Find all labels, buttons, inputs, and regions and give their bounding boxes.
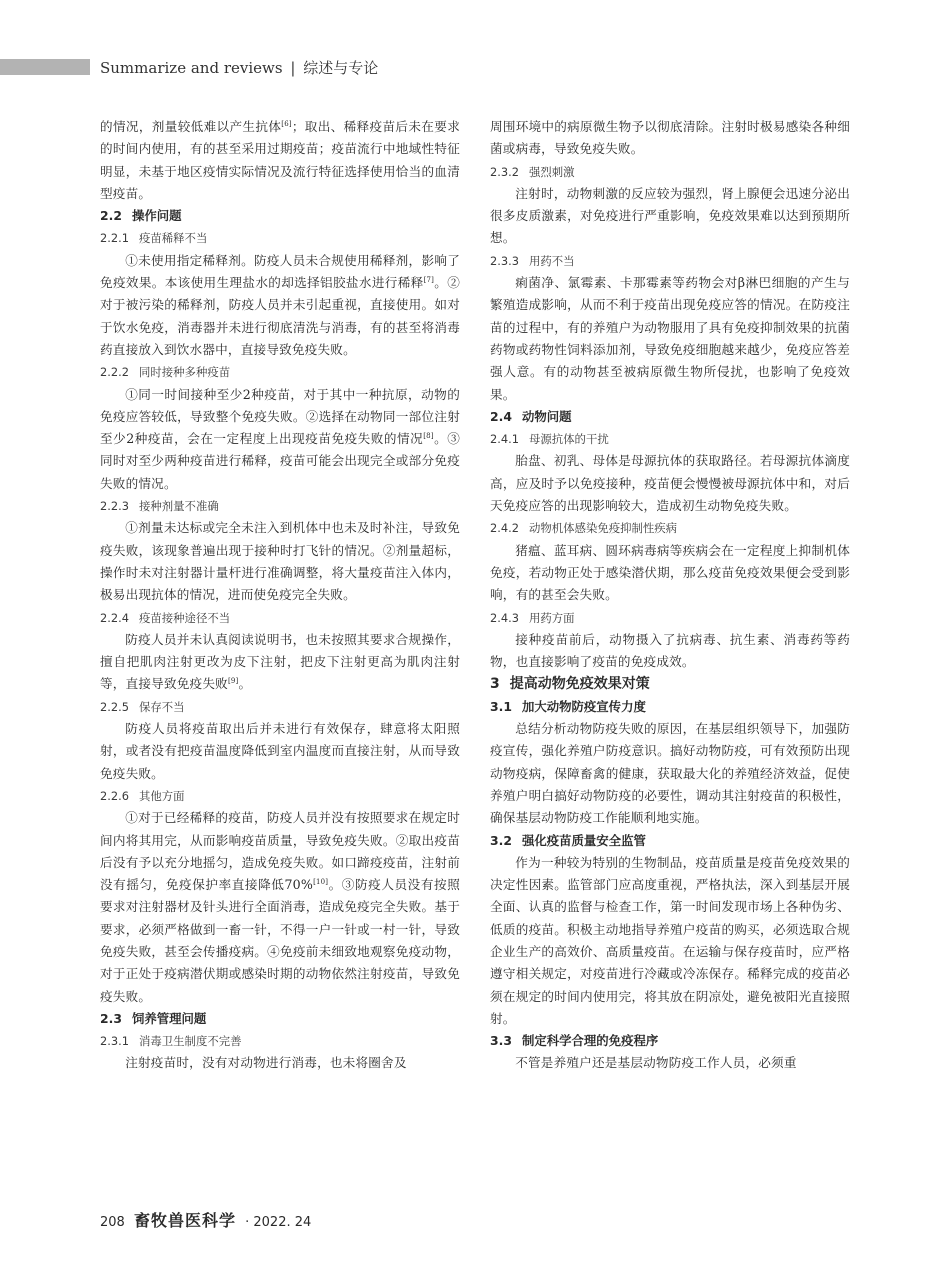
section-heading-2-2-1: 2.2.1 疫苗稀释不当 [100,231,208,246]
paragraph: 痢菌净、氯霉素、卡那霉素等药物会对β淋巴细胞的产生与繁殖造成影响，从而不利于疫苗出现免疫应答的情况。在防疫注苗的过程中，有的养殖户为动物服用了具有免疫抑制效果的抗菌药物或药物性饲料添加剂，导致免疫细胞越来越少，免疫应答差强人意。有的动物甚至被病原微生物所侵扰，也影响了免疫效果。 [490,275,850,402]
header-separator: | [290,59,296,77]
citation: [9] [227,677,239,686]
section-heading-2-2-6: 2.2.6 其他方面 [100,788,185,803]
section-heading-3-1: 3.1 加大动物防疫宣传力度 [490,698,646,714]
header-section-en: Summarize and reviews [100,59,283,77]
paragraph: 注射疫苗时，没有对动物进行消毒，也未将圈舍及 [125,1055,407,1071]
paragraph: 胎盘、初乳、母体是母源抗体的获取路径。若母源抗体滴度高，应及时予以免疫接种，疫苗便会慢慢被母源抗体中和，对后天免疫应答的出现影响较大，造成初生动物免疫失败。 [490,453,850,514]
section-heading-2-2-4: 2.2.4 疫苗接种途径不当 [100,610,231,625]
right-column [490,116,850,1075]
citation: [6] [281,120,292,128]
paragraph: 周围环境中的病原微生物予以彻底清除。注射时极易感染各种细菌或病毒，导致免疫失败。 [490,119,850,157]
paragraph: 的情况，剂量较低难以产生抗体[6]；取出、稀释疫苗后未在要求的时间内使用，有的甚至采用过期疫苗；疫苗流行中地域性特征明显，未基于地区疫情实际情况及流行特征选择使用恰当的血清型疫苗。 [100,119,460,201]
section-heading-2-3-2: 2.3.2 强烈刺激 [490,164,575,179]
section-heading-2-3-3: 2.3.3 用药不当 [490,253,575,268]
citation: [7] [423,276,435,285]
journal-name: 畜牧兽医科学 [133,1211,236,1230]
left-column [100,116,460,1075]
issue-number: · 2022. 24 [245,1215,312,1230]
section-heading-2-3-1: 2.3.1 消毒卫生制度不完善 [100,1034,242,1049]
section-heading-3-3: 3.3 制定科学合理的免疫程序 [490,1033,659,1049]
citation: [8] [423,432,434,441]
running-header [100,57,378,78]
paragraph: 猪瘟、蓝耳病、圆环病毒病等疾病会在一定程度上抑制机体免疫，若动物正处于感染潜伏期，那么疫苗免疫效果便会受到影响，有的甚至会失败。 [490,542,850,603]
paragraph: 防疫人员并未认真阅读说明书，也未按照其要求合规操作，擅自把肌肉注射更改为皮下注射，把皮下注射更高为肌肉注射等，直接导致免疫失败[9]。 [100,631,460,692]
section-heading-3-2: 3.2 强化疫苗质量安全监管 [490,832,646,848]
section-heading-2-4: 2.4 动物问题 [490,408,572,424]
section-heading-2-4-1: 2.4.1 母源抗体的干扰 [490,432,609,447]
header-section-cn: 综述与专论 [303,59,379,77]
section-heading-2-2-5: 2.2.5 保存不当 [100,699,185,714]
section-heading-3: 3 提高动物免疫效果对策 [490,676,650,693]
page-number: 208 [100,1215,125,1230]
section-heading-2-2-3: 2.2.3 接种剂量不准确 [100,499,219,514]
section-heading-2-3: 2.3 饲养管理问题 [100,1010,207,1026]
citation: [10] [313,878,329,887]
paragraph: 防疫人员将疫苗取出后并未进行有效保存，肆意将太阳照射，或者没有把疫苗温度降低到室内温度而直接注射，从而导致免疫失败。 [100,721,460,781]
paragraph: 不管是养殖户还是基层动物防疫工作人员，必须重 [515,1055,797,1071]
section-heading-2-4-3: 2.4.3 用药方面 [490,610,575,625]
paragraph: 注射时，动物刺激的反应较为强烈，肾上腺便会迅速分泌出很多皮质激素，对免疫进行严重影响，免疫效果难以达到预期所想。 [490,185,850,246]
paragraph: 接种疫苗前后，动物摄入了抗病毒、抗生素、消毒药等药物，也直接影响了疫苗的免疫成效。 [490,631,850,670]
section-heading-2-4-2: 2.4.2 动物机体感染免疫抑制性疾病 [490,521,678,536]
paragraph: ①同一时间接种至少2种疫苗，对于其中一种抗原，动物的免疫应答较低，导致整个免疫失败。②选择在动物同一部位注射至少2种疫苗，会在一定程度上出现疫苗免疫失败的情况[8]。③同时对至少两种疫苗进行稀释，疫苗可能会出现完全或部分免疫失败的情况。 [100,386,460,491]
paragraph: 总结分析动物防疫失败的原因，在基层组织领导下，加强防疫宣传，强化养殖户防疫意识。搞好动物防疫，可有效预防出现动物疫病，保障畜禽的健康，获取最大化的养殖经济效益，促使养殖户明白搞好动物防疫的必要性，调动其注射疫苗的积极性，确保基层动物防疫工作能顺利地实施。 [490,721,850,826]
paragraph: ①对于已经稀释的疫苗，防疫人员并没有按照要求在规定时间内将其用完，从而影响疫苗质量，导致免疫失败。②取出疫苗后没有予以充分地摇匀，造成免疫失败。如口蹄疫疫苗，注射前没有摇匀，免疫保护率直接降低70%[10]。③防疫人员没有按照要求对注射器材及针头进行全面消毒，造成免疫完全失败。基于要求，必须严格做到一畜一针，不得一户一针或一村一针，导致免疫失败，甚至会传播疫病。④免疫前未细致地观察免疫动物，对于正处于疫病潜伏期或感染时期的动物依然注射疫苗，导致免疫失败。 [100,810,460,1004]
page-footer [100,1208,311,1231]
paragraph: ①未使用指定稀释剂。防疫人员未合规使用稀释剂，影响了免疫效果。本该使用生理盐水的却选择铝胶盐水进行稀释[7]。②对于被污染的稀释剂，防疫人员并未引起重视，直接使用。如对于饮水免疫，消毒器并未进行彻底清洗与消毒，有的甚至将消毒药直接放入到饮水器中，直接导致免疫失败。 [100,252,460,357]
paragraph: ①剂量未达标或完全未注入到机体中也未及时补注，导致免疫失败，该现象普遍出现于接种时打飞针的情况。②剂量超标，操作时未对注射器计量杆进行准确调整，将大量疫苗注入体内，极易出现抗体的情况，进而使免疫完全失败。 [100,520,460,603]
paragraph: 作为一种较为特别的生物制品，疫苗质量是疫苗免疫效果的决定性因素。监管部门应高度重视，严格执法，深入到基层开展全面、认真的监督与检查工作，第一时间发现市场上各种伪劣、低质的疫苗。积极主动地指导养殖户疫苗的购买，必须选取合规企业生产的高效价、高质量疫苗。在运输与保存疫苗时，应严格遵守相关规定，对疫苗进行冷藏或冷冻保存。稀释完成的疫苗必须在规定的时间内使用完，将其放在阴凉处，避免被阳光直接照射。 [490,854,850,1026]
section-heading-2-2-2: 2.2.2 同时接种多种疫苗 [100,365,231,380]
section-heading-2-2: 2.2 操作问题 [100,208,182,224]
header-accent-bar [0,59,90,75]
